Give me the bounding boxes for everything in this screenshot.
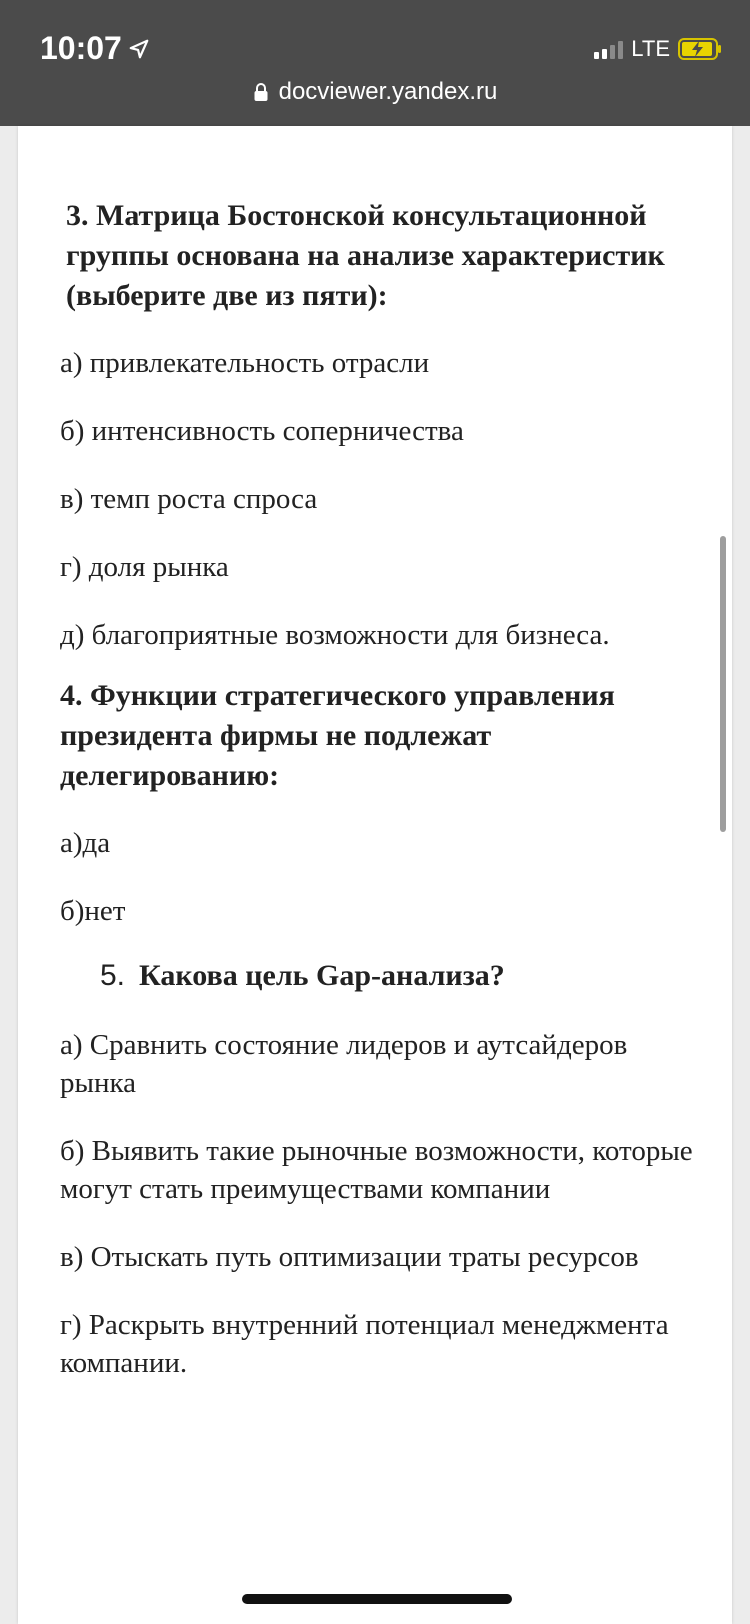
home-indicator[interactable] [242, 1594, 512, 1604]
status-indicators [594, 34, 722, 64]
scrollbar[interactable] [720, 536, 726, 832]
status-time: 10:07 [40, 30, 122, 66]
signal-icon [594, 39, 623, 59]
question-5-option-a: а) Сравнить состояние лидеров и аутсайдеров рынка [60, 1029, 628, 1099]
lock-icon [253, 82, 269, 102]
document-content [60, 196, 700, 1382]
question-3-title: 3. Матрица Бостонской консультационной группы основана на анализе характеристик (выберите две из пяти): [66, 199, 665, 312]
question-5-option-d: г) Раскрыть внутренний потенциал менеджмента компании. [60, 1309, 669, 1379]
question-3-option-b: б) интенсивность соперничества [60, 415, 464, 447]
status-time-group [40, 30, 150, 67]
question-3-option-c: в) темп роста спроса [60, 483, 318, 515]
address-bar[interactable] [0, 78, 750, 106]
question-3-option-a: а) привлекательность отрасли [60, 347, 430, 379]
question-5-heading [60, 956, 700, 996]
question-4-option-b: б)нет [60, 895, 126, 927]
question-3-option-d: г) доля рынка [60, 551, 229, 583]
network-type: LTE [631, 36, 670, 61]
question-4-title: 4. Функции стратегического управления президента фирмы не подлежат делегированию: [60, 679, 615, 792]
url-text: docviewer.yandex.ru [278, 78, 498, 105]
question-5-option-c: в) Отыскать путь оптимизации траты ресурсов [60, 1241, 639, 1273]
question-5-option-b: б) Выявить такие рыночные возможности, которые могут стать преимуществами компании [60, 1135, 693, 1205]
document-page[interactable] [18, 126, 732, 1624]
question-3-option-e: д) благоприятные возможности для бизнеса. [60, 619, 610, 651]
question-4-option-a: а)да [60, 827, 111, 859]
status-bar [0, 0, 750, 126]
location-arrow-icon [128, 38, 150, 60]
battery-charging-icon [678, 38, 722, 60]
question-5-title: Какова цель Gap-анализа? [139, 959, 505, 992]
question-5-number: 5. [100, 959, 126, 992]
